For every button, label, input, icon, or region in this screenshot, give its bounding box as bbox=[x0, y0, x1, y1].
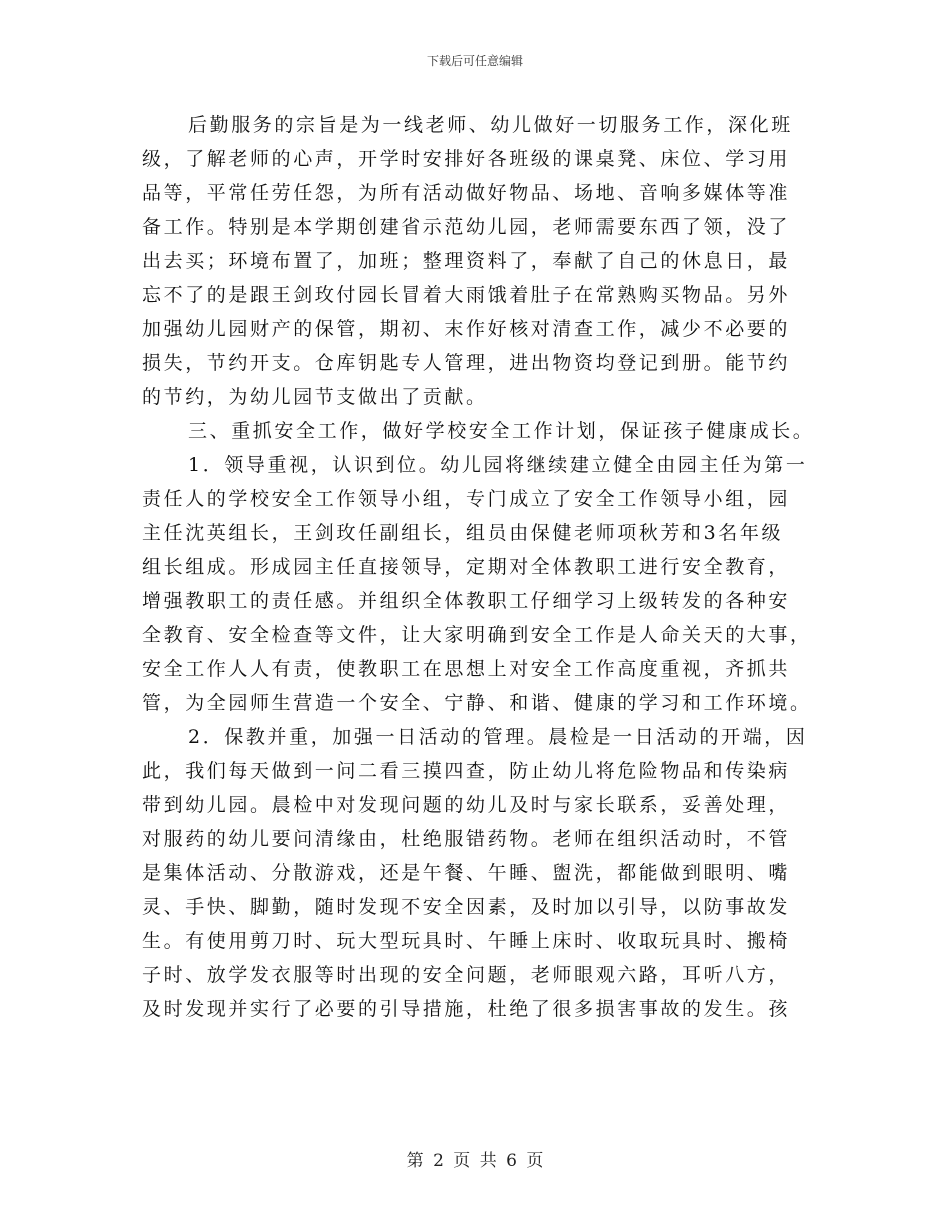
paragraph-line: 全教育、安全检查等文件，让大家明确到安全工作是人命关天的大事， bbox=[142, 624, 812, 646]
paragraph-line: 是集体活动、分散游戏，还是午餐、午睡、盥洗，都能做到眼明、嘴 bbox=[142, 862, 791, 884]
paragraph-line: 加强幼儿园财产的保管，期初、末作好核对清查工作，减少不必要的 bbox=[142, 318, 791, 340]
paragraph-line: 安全工作人人有责，使教职工在思想上对安全工作高度重视，齐抓共 bbox=[142, 658, 791, 680]
paragraph-line: 后勤服务的宗旨是为一线老师、幼儿做好一切服务工作，深化班 bbox=[188, 114, 793, 136]
paragraph-line: 增强教职工的责任感。并组织全体教职工仔细学习上级转发的各种安 bbox=[142, 590, 791, 612]
paragraph-line: 损失，节约开支。仓库钥匙专人管理，进出物资均登记到册。能节约 bbox=[142, 352, 791, 374]
paragraph-line: 主任沈英组长，王剑玫任副组长，组员由保健老师项秋芳和3名年级 bbox=[142, 522, 784, 544]
paragraph-line: 生。有使用剪刀时、玩大型玩具时、午睡上床时、收取玩具时、搬椅 bbox=[142, 930, 791, 952]
paragraph-line: 组长组成。形成园主任直接领导，定期对全体教职工进行安全教育， bbox=[142, 556, 791, 578]
paragraph-line: 灵、手快、脚勤，随时发现不安全因素，及时加以引导，以防事故发 bbox=[142, 896, 791, 918]
document-body bbox=[142, 108, 815, 1026]
paragraph-line: 管，为全园师生营造一个安全、宁静、和谐、健康的学习和工作环境。 bbox=[142, 692, 812, 714]
paragraph-line: 1．领导重视，认识到位。幼儿园将继续建立健全由园主任为第一 bbox=[188, 454, 808, 476]
paragraph-line: 的节约，为幼儿园节支做出了贡献。 bbox=[142, 386, 488, 408]
paragraph-line: 此，我们每天做到一问二看三摸四查，防止幼儿将危险物品和传染病 bbox=[142, 760, 791, 782]
paragraph-line: 出去买；环境布置了，加班；整理资料了，奉献了自己的休息日，最 bbox=[142, 250, 791, 272]
paragraph-line: 忘不了的是跟王剑玫付园长冒着大雨饿着肚子在常熟购买物品。另外 bbox=[142, 284, 791, 306]
paragraph-line: 品等，平常任劳任怨，为所有活动做好物品、场地、音响多媒体等准 bbox=[142, 182, 791, 204]
paragraph-line: 带到幼儿园。晨检中对发现问题的幼儿及时与家长联系，妥善处理， bbox=[142, 794, 791, 816]
paragraph-line: 及时发现并实行了必要的引导措施，杜绝了很多损害事故的发生。孩 bbox=[142, 998, 791, 1020]
paragraph-line: 备工作。特别是本学期创建省示范幼儿园，老师需要东西了领，没了 bbox=[142, 216, 791, 238]
paragraph-line: 子时、放学发衣服等时出现的安全问题，老师眼观六路，耳听八方， bbox=[142, 964, 791, 986]
section-heading: 三、重抓安全工作，做好学校安全工作计划，保证孩子健康成长。 bbox=[188, 420, 815, 442]
paragraph-line: 级，了解老师的心声，开学时安排好各班级的课桌凳、床位、学习用 bbox=[142, 148, 791, 170]
paragraph-line: 2．保教并重，加强一日活动的管理。晨检是一日活动的开端，因 bbox=[188, 726, 808, 748]
page-footer: 第 2 页 共 6 页 bbox=[406, 1151, 544, 1171]
page-header: 下载后可任意编辑 bbox=[426, 54, 523, 68]
paragraph-line: 责任人的学校安全工作领导小组，专门成立了安全工作领导小组，园 bbox=[142, 488, 791, 510]
paragraph-line: 对服药的幼儿要问清缘由，杜绝服错药物。老师在组织活动时，不管 bbox=[142, 828, 791, 850]
